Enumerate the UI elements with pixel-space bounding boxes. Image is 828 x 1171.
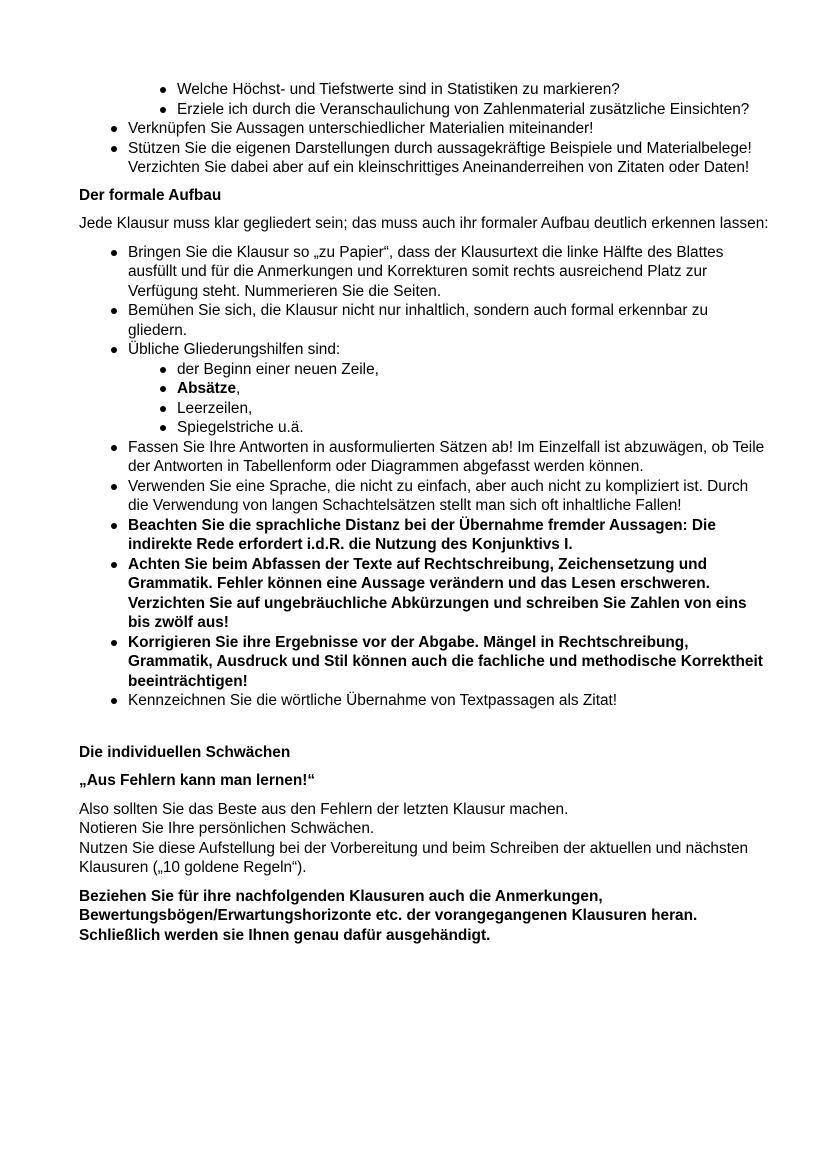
closing-paragraph: Beziehen Sie für ihre nachfolgenden Klausuren auch die Anmerkungen, Bewertungsbögen/Erwartungshorizonte etc. der vorangegangenen Klausuren heran. Schließlich werden sie Ihnen genau dafür ausgehändigt. — [79, 887, 698, 944]
list-item — [79, 139, 769, 178]
list-item — [79, 100, 769, 120]
list-item — [79, 379, 769, 399]
list-item-bold — [79, 516, 769, 555]
list-item-text: Übliche Gliederungshilfen sind: — [128, 341, 341, 358]
formal-intro: Jede Klausur muss klar gegliedert sein; das muss auch ihr formaler Aufbau deutlich erkennen lassen: — [79, 215, 769, 232]
list-item — [79, 360, 769, 380]
list-item-text: Kennzeichnen Sie die wörtliche Übernahme von Textpassagen als Zitat! — [128, 692, 618, 709]
weakness-line: Also sollten Sie das Beste aus den Fehlern der letzten Klausur machen. — [79, 800, 569, 818]
list-item-bold — [79, 633, 769, 692]
motto: „Aus Fehlern kann man lernen!“ — [79, 772, 316, 789]
list-item-text: Bemühen Sie sich, die Klausur nicht nur inhaltlich, sondern auch formal erkennbar zu gliedern. — [128, 302, 709, 339]
list-item — [79, 243, 769, 302]
continued-sub-list — [79, 80, 769, 119]
list-item-bold-text: Absätze — [177, 380, 237, 397]
list-item-text: Verwenden Sie eine Sprache, die nicht zu einfach, aber auch nicht zu kompliziert ist. Durch die Verwendung von langen Schachtelsätzen stellt man sich oft inhaltliche Fallen! — [128, 477, 749, 514]
list-item — [79, 119, 769, 139]
list-item-text: der Beginn einer neuen Zeile, — [177, 360, 379, 378]
list-item-text: Korrigieren Sie ihre Ergebnisse vor der Abgabe. Mängel in Rechtschreibung, Grammatik, Ausdruck und Stil können auch die fachliche und methodische Korrektheit beeinträchtigen! — [128, 633, 763, 690]
list-item — [79, 399, 769, 419]
list-item-text: Bringen Sie die Klausur so „zu Papier“, dass der Klausurtext die linke Hälfte des Blattes ausfüllt und für die Anmerkungen und Korrekturen somit rechts ausreichend Platz zur Verfügung steht. Nummerieren Sie die Seiten. — [128, 243, 724, 300]
weakness-line: Nutzen Sie diese Aufstellung bei der Vorbereitung und beim Schreiben der aktuellen und nächsten Klausuren („10 goldene Regeln“). — [79, 839, 749, 876]
list-item — [79, 301, 769, 340]
list-item-text: Achten Sie beim Abfassen der Texte auf Rechtschreibung, Zeichensetzung und Grammatik. Fehler können eine Aussage verändern und das Lesen erschweren. Verzichten Sie auf ungebräuchliche Abkürzungen und schreiben Sie Zahlen von eins bis zwölf aus! — [128, 555, 747, 631]
document-content — [79, 80, 769, 945]
formal-list — [79, 243, 769, 711]
list-item-text: Erziele ich durch die Veranschaulichung von Zahlenmaterial zusätzliche Einsichten? — [177, 100, 750, 118]
list-item-text: Verknüpfen Sie Aussagen unterschiedlicher Materialien miteinander! — [128, 120, 594, 137]
list-item-text: Spiegelstriche u.ä. — [177, 419, 304, 436]
list-item-text: Stützen Sie die eigenen Darstellungen durch aussagekräftige Beispiele und Materialbelege! Verzichten Sie dabei aber auf ein kleinschrittiges Aneinanderreihen von Zitaten oder Daten! — [128, 139, 752, 176]
list-item — [79, 438, 769, 477]
section-heading-weaknesses: Die individuellen Schwächen — [79, 743, 291, 761]
section-heading-formal: Der formale Aufbau — [79, 186, 222, 204]
list-item — [79, 691, 769, 711]
list-item — [79, 418, 769, 438]
list-item-text: , — [236, 380, 241, 397]
list-item — [79, 477, 769, 516]
list-item — [79, 340, 769, 438]
list-item-text: Leerzeilen, — [177, 399, 253, 417]
list-item — [79, 80, 769, 100]
list-item-text: Fassen Sie Ihre Antworten in ausformulierten Sätzen ab! Im Einzelfall ist abzuwägen, ob Teile der Antworten in Tabellenform oder Diagrammen abgefasst werden können. — [128, 438, 765, 475]
continued-list — [79, 119, 769, 178]
list-item-text: Welche Höchst- und Tiefstwerte sind in Statistiken zu markieren? — [177, 81, 620, 98]
structure-aids-list — [79, 360, 769, 438]
list-item-bold — [79, 555, 769, 633]
weakness-line: Notieren Sie Ihre persönlichen Schwächen. — [79, 820, 375, 837]
list-item-text: Beachten Sie die sprachliche Distanz bei der Übernahme fremder Aussagen: Die indirekte Rede erfordert i.d.R. die Nutzung des Konjunktivs I. — [128, 516, 716, 553]
